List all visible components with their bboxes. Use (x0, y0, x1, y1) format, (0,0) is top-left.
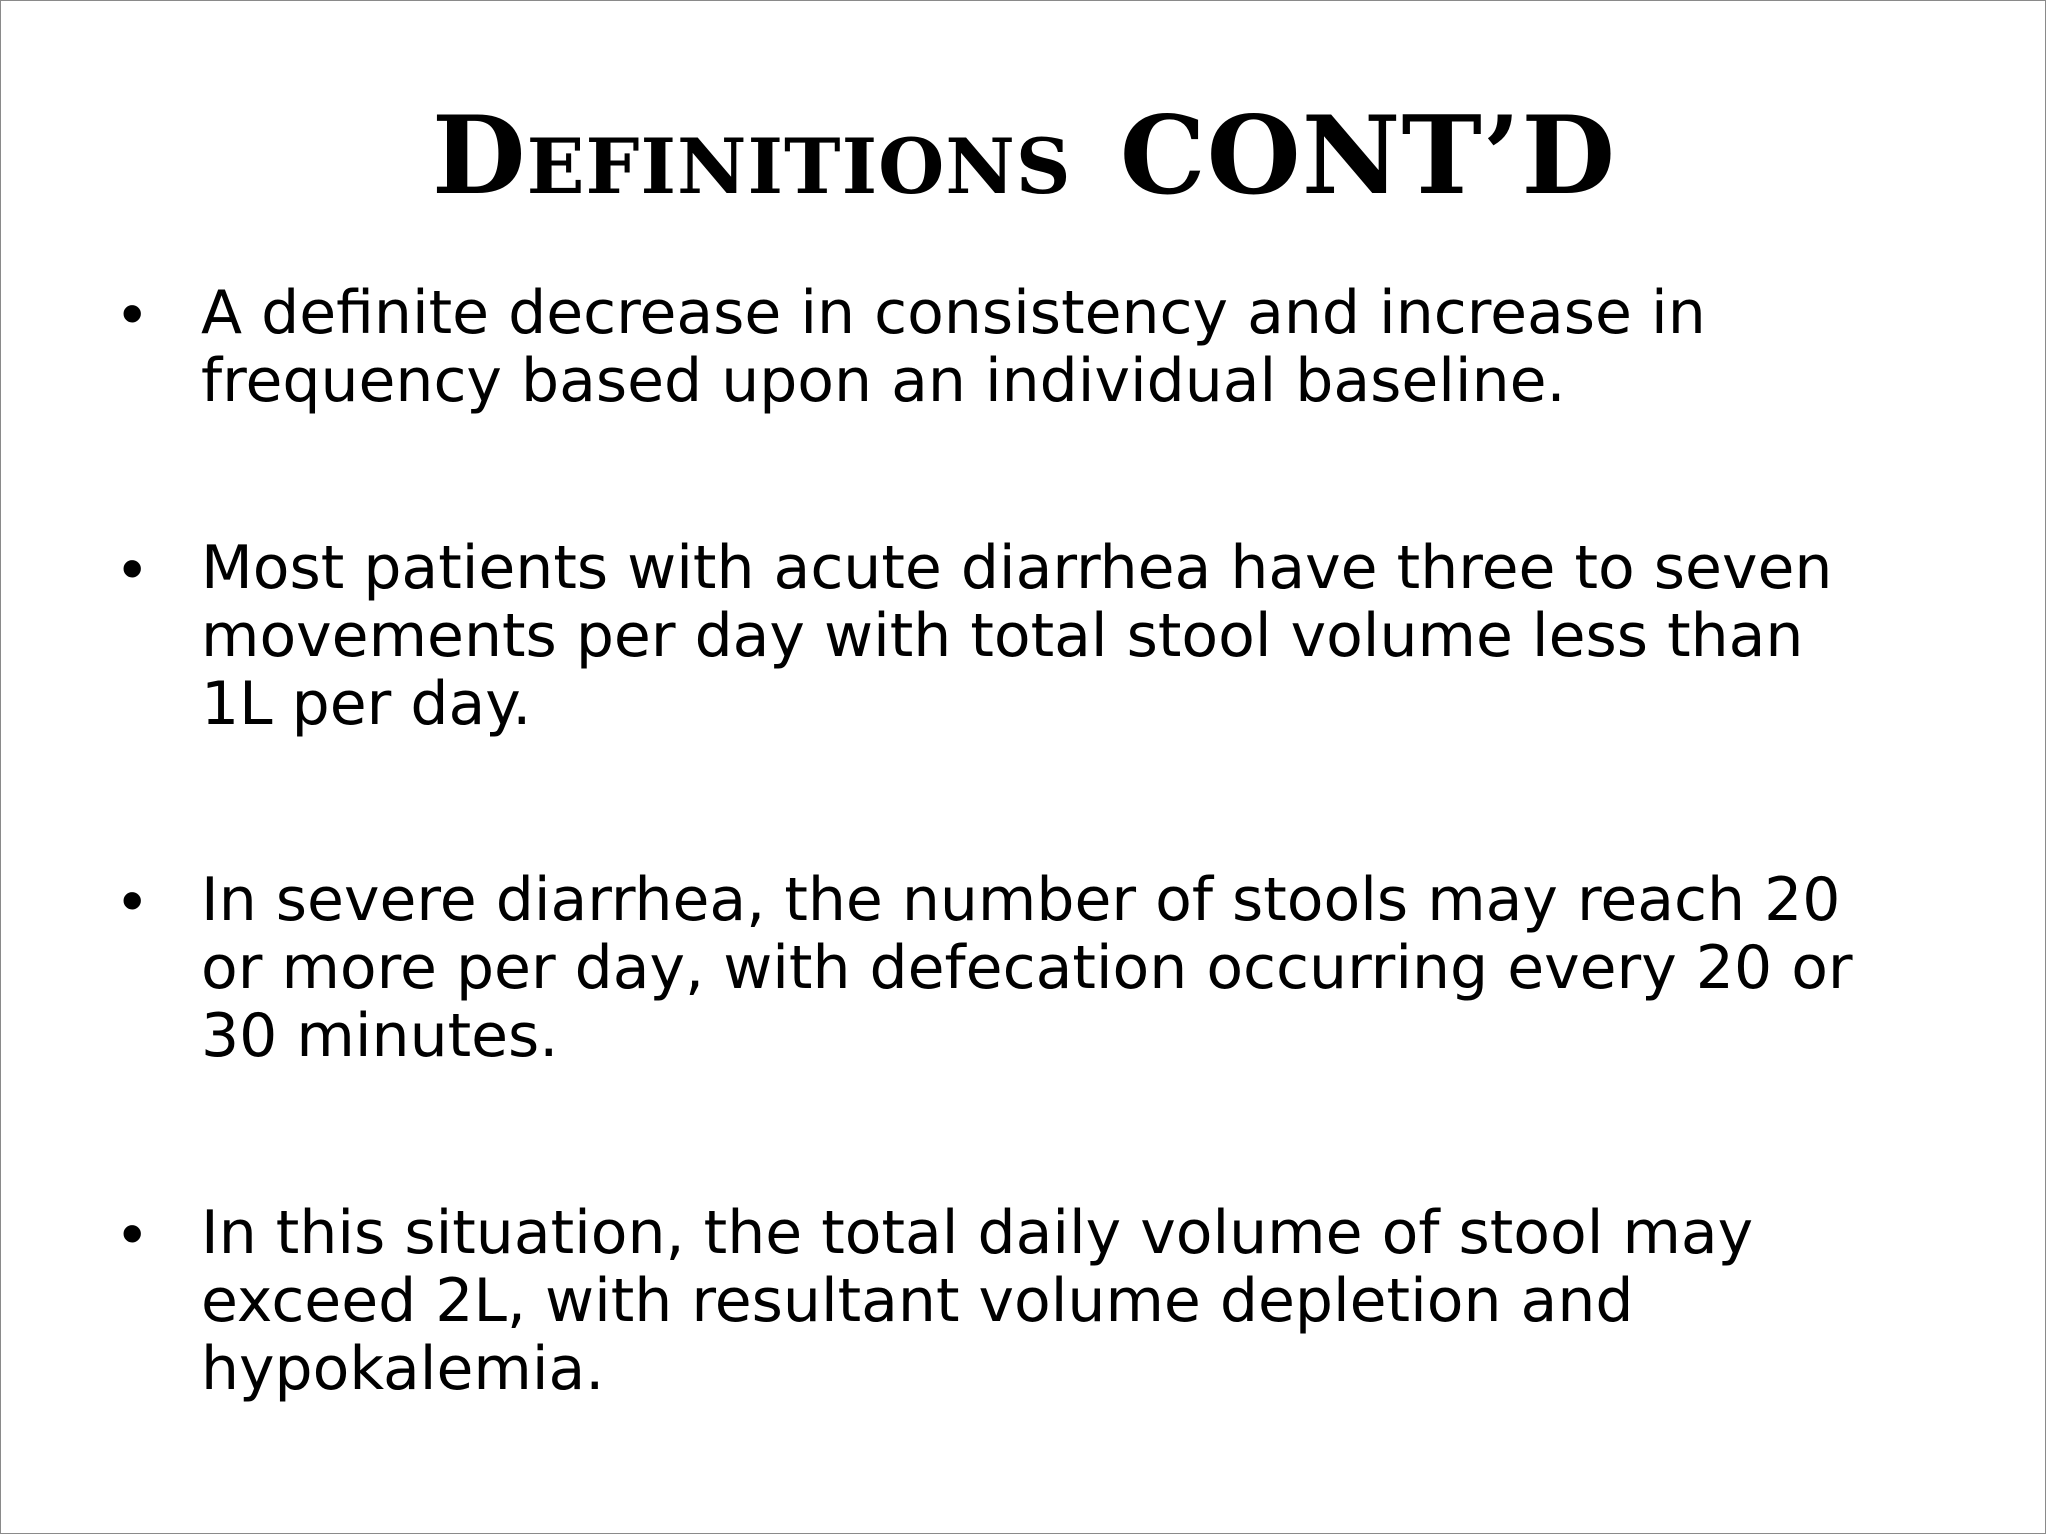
bullet-line: 1L per day. (201, 669, 532, 739)
bullet-line: movements per day with total stool volume less than (201, 601, 1804, 671)
bullet-point-icon: • (121, 532, 144, 604)
bullet-line: Most patients with acute diarrhea have three to seven (201, 533, 1833, 603)
bullet-item (1, 534, 2047, 738)
bullet-line: hypokalemia. (201, 1334, 605, 1404)
bullet-item (1, 866, 2047, 1070)
bullet-line: In this situation, the total daily volume of stool may (201, 1198, 1754, 1268)
bullet-line: frequency based upon an individual baseline. (201, 346, 1566, 416)
bullet-text (201, 534, 1921, 738)
bullet-text (201, 279, 1921, 415)
bullet-line: exceed 2L, with resultant volume depletion and (201, 1266, 1634, 1336)
bullet-line: A definite decrease in consistency and increase in (201, 278, 1706, 348)
bullet-line: In severe diarrhea, the number of stools may reach 20 (201, 865, 1841, 935)
bullet-text (201, 866, 1921, 1070)
bullet-point-icon: • (121, 864, 144, 936)
bullet-item (1, 279, 2047, 415)
bullet-point-icon: • (121, 1197, 144, 1269)
title-word-contd: CONT’D (1119, 93, 1617, 219)
bullet-item (1, 1199, 2047, 1403)
bullet-point-icon: • (121, 277, 144, 349)
bullet-line: or more per day, with defecation occurring every 20 or (201, 933, 1853, 1003)
slide-title (1, 93, 2047, 219)
title-word-definitions: Definitions (431, 93, 1072, 219)
bullet-text (201, 1199, 1921, 1403)
bullet-line: 30 minutes. (201, 1001, 559, 1071)
